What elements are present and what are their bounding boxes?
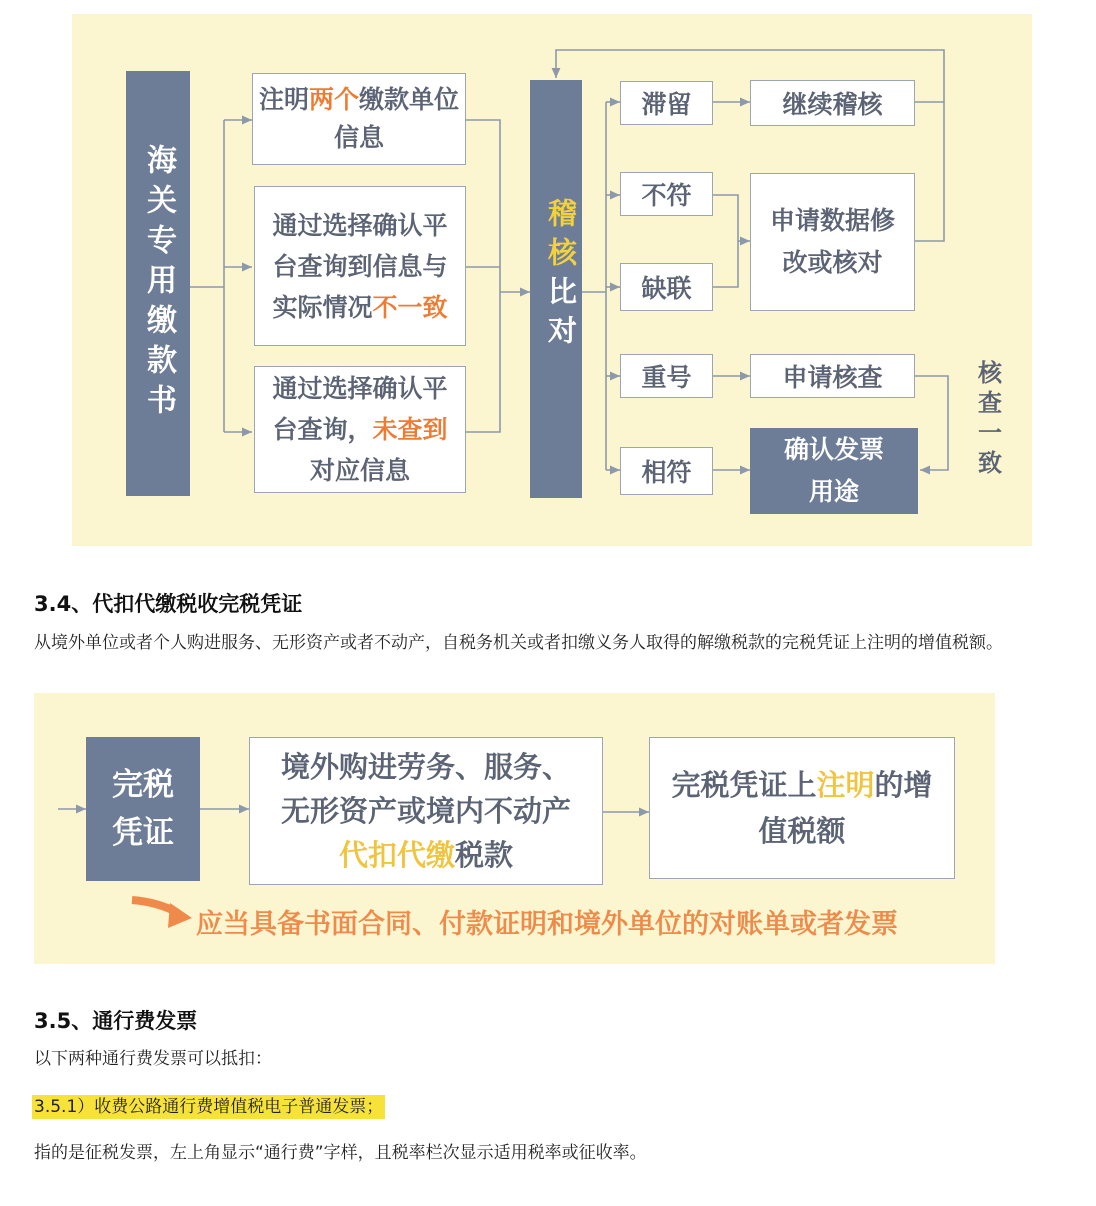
action-continue-audit: 继续稽核 <box>750 80 915 126</box>
section-3-5-1-highlight: 3.5.1）收费公路通行费增值税电子普通发票； <box>34 1097 384 1117</box>
box-info-not-found-text: 通过选择确认平台查询，未查到对应信息 <box>272 374 448 485</box>
result-duplicate: 重号 <box>620 354 713 398</box>
check-consistent-label: 核查一致 <box>973 360 1002 480</box>
box-info-not-found <box>254 366 466 493</box>
box-withholding-line3: 代扣代缴税款 <box>338 838 514 872</box>
result-detained: 滞留 <box>620 81 713 125</box>
section-3-5-description: 指的是征税发票，左上角显示“通行费”字样，且税率栏次显示适用税率或征收率。 <box>34 1143 647 1163</box>
customs-payment-title: 海关专用缴款书 <box>126 71 190 496</box>
action-request-check: 申请核查 <box>750 354 915 398</box>
box-two-payment-units-text: 注明两个缴款单位信息 <box>258 85 460 152</box>
box-info-mismatch <box>254 186 466 346</box>
requirement-note: 应当具备书面合同、付款证明和境外单位的对账单或者发票 <box>196 909 898 940</box>
box-withholding-line2: 无形资产或境内不动产 <box>280 794 571 828</box>
section-3-5-intro: 以下两种通行费发票可以抵扣： <box>34 1049 272 1069</box>
box-vat-on-certificate <box>649 737 955 879</box>
audit-title-rest: 比对 <box>544 276 578 354</box>
box-two-payment-units <box>252 73 466 165</box>
audit-compare-title <box>530 80 582 498</box>
result-missing-copy: 缺联 <box>620 263 713 311</box>
box-vat-text: 完税凭证上注明的增值税额 <box>671 768 933 848</box>
section-3-5-1-item <box>32 1094 385 1121</box>
box-withholding-tax <box>249 737 603 885</box>
audit-title-highlight: 稽核 <box>544 198 578 276</box>
section-3-5-heading: 3.5、通行费发票 <box>34 1009 198 1033</box>
action-request-modify: 申请数据修改或核对 <box>750 173 915 311</box>
result-match: 相符 <box>620 447 713 495</box>
box-info-mismatch-text: 通过选择确认平台查询到信息与实际情况不一致 <box>272 210 448 322</box>
section-3-4-heading: 3.4、代扣代缴税收完税凭证 <box>34 592 303 616</box>
section-3-4-paragraph: 从境外单位或者个人购进服务、无形资产或者不动产，自税务机关或者扣缴义务人取得的解缴税款的完税凭证上注明的增值税额。 <box>34 633 1003 653</box>
tax-certificate-title: 完税凭证 <box>86 737 200 881</box>
action-confirm-invoice-use: 确认发票用途 <box>750 428 918 514</box>
box-withholding-line1: 境外购进劳务、服务、 <box>280 750 571 784</box>
result-mismatch: 不符 <box>620 172 713 216</box>
